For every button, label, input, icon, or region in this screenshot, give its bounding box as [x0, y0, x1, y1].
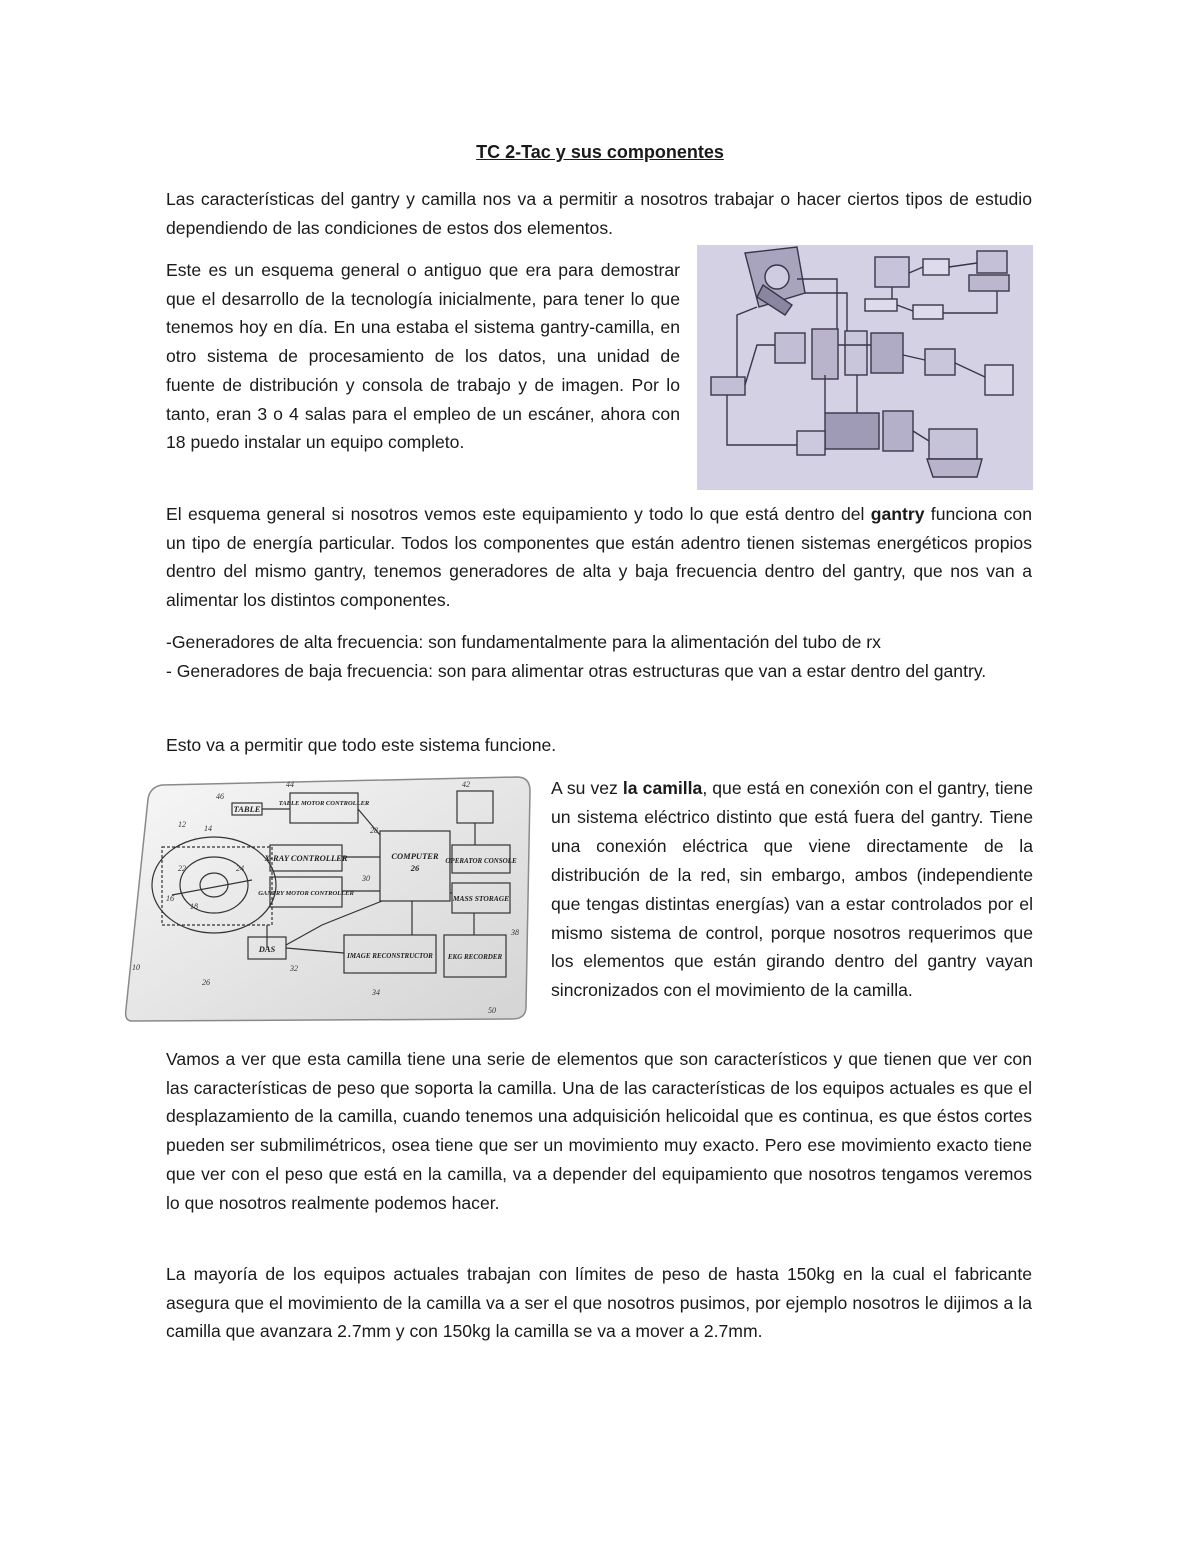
ref-34: 34	[372, 988, 380, 997]
label-mass-storage: MASS STORAGE	[452, 894, 510, 903]
ref-14: 14	[204, 824, 212, 833]
label-operator-console: OPERATOR CONSOLE	[445, 857, 517, 865]
paragraph-low-frequency: - Generadores de baja frecuencia: son para alimentar otras estructuras que van a estar dentro del gantry.	[166, 661, 987, 681]
label-das: DAS	[258, 944, 276, 954]
gantry-energy-text-a: El esquema general si nosotros vemos este equipamiento y todo lo que está dentro del	[166, 504, 871, 524]
paragraph-gantry-energy	[166, 500, 1032, 615]
paragraph-system-works: Esto va a permitir que todo este sistema funcione.	[166, 735, 557, 755]
label-image-reconstructor: IMAGE RECONSTRUCTOR	[347, 952, 433, 960]
ref-50: 50	[488, 1006, 496, 1015]
gantry-energy-text-b: funciona con un tipo de energía particular. Todos los componentes que están adentro tienen sistemas energéticos propios dentro del mismo gantry, tenemos generadores de alta y baja frecuencia dentro del gantry, que nos van a alimentar los distintos componentes.	[166, 504, 1032, 611]
ref-44: 44	[286, 780, 294, 789]
old-ct-scheme-drawing	[697, 245, 1033, 490]
paragraph-old-scheme: Este es un esquema general o antiguo que era para demostrar que el desarrollo de la tecnología inicialmente, para tener lo que tenemos hoy en día. En una estaba el sistema gantry-camilla, en otro sistema de procesamiento de los datos, una unidad de fuente de distribución y consola de trabajo y de imagen. Por lo tanto, eran 3 o 4 salas para el empleo de un escáner, ahora con 18 puedo instalar un equipo completo.	[166, 260, 680, 453]
ref-32: 32	[290, 964, 298, 973]
ct-block-diagram-drawing	[122, 775, 535, 1023]
camilla-bold-word: la camilla	[622, 778, 703, 798]
document-title: TC 2-Tac y sus componentes	[476, 142, 724, 162]
ref-12: 12	[178, 820, 186, 829]
label-table-motor: TABLE MOTOR CONTROLLER	[278, 800, 370, 807]
ref-28: 28	[370, 826, 378, 835]
camilla-text-a: A su vez	[551, 778, 623, 798]
paragraph-weight-limits: La mayoría de los equipos actuales trabajan con límites de peso de hasta 150kg en la cual el fabricante asegura que el movimiento de la camilla va a ser el que nosotros pusimos, por ejemplo nosotros le dijimos a la camilla que avanzara 2.7mm y con 150kg la camilla se va a mover a 2.7mm.	[166, 1264, 1032, 1342]
label-xray-controller: X-RAY CONTROLLER	[264, 853, 348, 863]
gantry-bold-word: gantry	[870, 504, 925, 524]
ref-10: 10	[132, 963, 140, 972]
paragraph-camilla	[551, 774, 1033, 1005]
ref-18: 18	[190, 902, 198, 911]
ref-30: 30	[362, 874, 370, 883]
label-computer-number: 26	[410, 863, 420, 873]
ref-42: 42	[462, 780, 470, 789]
ref-24: 24	[236, 864, 244, 873]
paragraph-high-frequency: -Generadores de alta frecuencia: son fundamentalmente para la alimentación del tubo de rx	[166, 632, 881, 652]
ct-block-diagram-figure	[122, 775, 535, 1023]
ref-26: 26	[202, 978, 210, 987]
ref-46: 46	[216, 792, 224, 801]
ref-22: 22	[178, 864, 186, 873]
label-computer: COMPUTER	[391, 851, 439, 861]
ref-38: 38	[511, 928, 519, 937]
ref-16: 16	[166, 894, 174, 903]
label-gantry-motor: GANTRY MOTOR CONTROLLER	[258, 890, 354, 897]
label-table: TABLE	[233, 804, 261, 814]
old-ct-scheme-figure	[697, 245, 1033, 490]
camilla-text-b: , que está en conexión con el gantry, tiene un sistema eléctrico distinto que está fuera del gantry. Tiene una conexión eléctrica que viene directamente de la distribución de la red, sin embargo, ambos (independiente que tengas distintas energías) van a estar controlados por el mismo sistema de control, porque nosotros requerimos que los elementos que están girando dentro del gantry vayan sincronizados con el movimiento de la camilla.	[551, 778, 1034, 1001]
paragraph-intro: Las características del gantry y camilla nos va a permitir a nosotros trabajar o hacer ciertos tipos de estudio dependiendo de las condiciones de estos dos elementos.	[166, 189, 1032, 238]
paragraph-camilla-weight: Vamos a ver que esta camilla tiene una serie de elementos que son característicos y que tienen que ver con las características de peso que soporta la camilla. Una de las características de los equipos actuales es que el desplazamiento de la camilla, cuando tenemos una adquisición helicoidal que es continua, es que éstos cortes pueden ser submilimétricos, osea tiene que ser un movimiento muy exacto. Pero ese movimiento exacto tiene que ver con el peso que está en la camilla, va a depender del equipamiento que nosotros tengamos veremos lo que nosotros realmente podemos hacer.	[166, 1049, 1032, 1213]
label-ekg-recorder: EKG RECORDER	[447, 953, 503, 961]
